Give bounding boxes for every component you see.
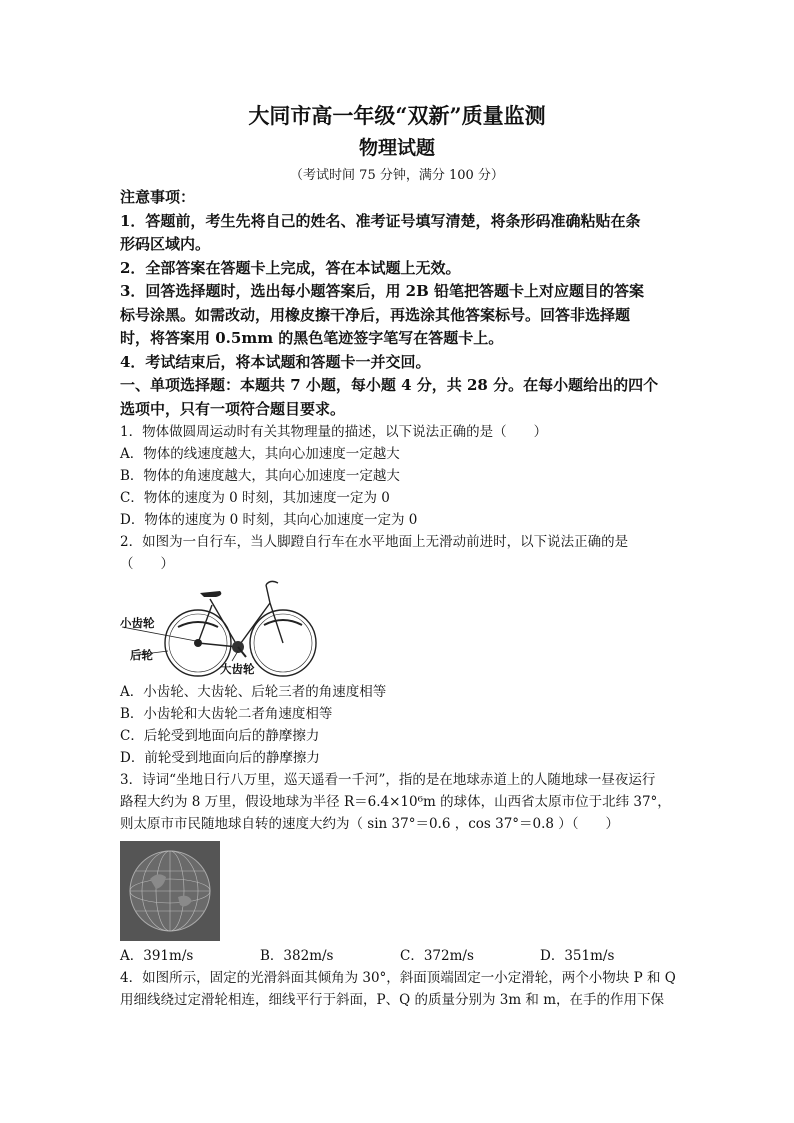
q3-stem-line-3: 则太原市市民随地球自转的速度大约为（ sin 37°＝0.6 ，cos 37°＝0.8 ）（ ） [120, 816, 620, 832]
exam-content [120, 186, 680, 1011]
saddle [200, 591, 221, 597]
section-1-heading-line-1: 一、单项选择题：本题共 7 小题，每小题 4 分，共 28 分。在每小题给出的四个 [120, 376, 659, 394]
q3-stem-line-2: 路程大约为 8 万里，假设地球为半径 R＝6.4×10⁶m 的球体，山西省太原市位于北纬 37°， [120, 794, 671, 810]
q3-option-d: D．351m/s [540, 948, 615, 964]
page-subtitle: 物理试题 [358, 137, 435, 159]
q1-option-c: C．物体的速度为 0 时刻，其加速度一定为 0 [120, 490, 390, 506]
q2-stem-line-2: （ ） [120, 556, 174, 572]
q3-stem-line-1: 3．诗词“坐地日行八万里，巡天遥看一千河”，指的是在地球赤道上的人随地球一昼夜运行 [120, 772, 656, 788]
q2-option-b: B．小齿轮和大齿轮二者角速度相等 [120, 706, 333, 722]
q1-option-d: D．物体的速度为 0 时刻，其向心加速度一定为 0 [120, 512, 418, 528]
q3-option-a: A．391m/s [120, 948, 194, 964]
notice-item-1-line-1: 1．答题前，考生先将自己的姓名、准考证号填写清楚，将条形码准确粘贴在条 [120, 211, 641, 230]
rear-wheel-label: 后轮 [130, 648, 153, 662]
q2-option-c: C．后轮受到地面向后的静摩擦力 [120, 728, 320, 744]
notice-item-1-line-2: 形码区域内。 [120, 235, 211, 253]
q1-option-a: A．物体的线速度越大，其向心加速度一定越大 [120, 446, 400, 462]
q2-option-d: D．前轮受到地面向后的静摩擦力 [120, 750, 320, 766]
globe-drawing [120, 841, 220, 941]
chain-stay [198, 643, 238, 647]
bicycle-figure [120, 577, 680, 681]
seat-tube [210, 599, 238, 647]
stem [266, 585, 270, 603]
q1-stem: 1．物体做圆周运动时有关其物理量的描述，以下说法正确的是（ ） [120, 424, 548, 440]
small-gear-shape [194, 639, 202, 647]
q2-stem-line-1: 2．如图为一自行车，当人脚蹬自行车在水平地面上无滑动前进时，以下说法正确的是 [120, 534, 629, 550]
big-gear-pointer [232, 651, 238, 661]
q2-option-a: A．小齿轮、大齿轮、后轮三者的角速度相等 [120, 684, 387, 700]
fork [270, 603, 283, 643]
handlebar [266, 581, 278, 585]
globe-figure [120, 841, 220, 941]
q3-option-c: C．372m/s [400, 948, 474, 964]
notice-item-3-line-2: 标号涂黑。如需改动，用橡皮擦干净后，再选涂其他答案标号。回答非选择题 [120, 305, 631, 324]
q1-option-b: B．物体的角速度越大，其向心加速度一定越大 [120, 468, 400, 484]
small-gear-label: 小齿轮 [120, 616, 155, 630]
front-fender [264, 620, 302, 625]
notice-item-4: 4．考试结束后，将本试题和答题卡一并交回。 [120, 352, 431, 371]
q4-stem-line-2: 用细线绕过定滑轮相连，细线平行于斜面，P、Q 的质量分别为 3m 和 m，在手的作用下保 [120, 992, 665, 1008]
exam-time-info: （考试时间 75 分钟，满分 100 分） [290, 168, 504, 183]
section-1-heading-line-2: 选项中，只有一项符合题目要求。 [120, 399, 346, 418]
q3-option-b: B．382m/s [260, 948, 334, 964]
big-gear-label: 大齿轮 [220, 662, 255, 676]
notice-heading: 注意事项： [120, 188, 196, 206]
rear-fender [178, 622, 218, 627]
notice-item-2: 2．全部答案在答题卡上完成，答在本试题上无效。 [120, 258, 461, 277]
q4-stem-line-1: 4．如图所示，固定的光滑斜面其倾角为 30°，斜面顶端固定一小定滑轮，两个小物块 P 和 Q [120, 970, 676, 986]
q3-options [120, 945, 680, 967]
notice-item-3-line-3: 时，将答案用 0.5mm 的黑色笔迹签字笔写在答题卡上。 [120, 329, 504, 347]
notice-item-3-line-1: 3．回答选择题时，选出每小题答案后，用 2B 铅笔把答题卡上对应题目的答案 [120, 282, 644, 300]
page-title: 大同市高一年级“双新”质量监测 [248, 103, 546, 128]
